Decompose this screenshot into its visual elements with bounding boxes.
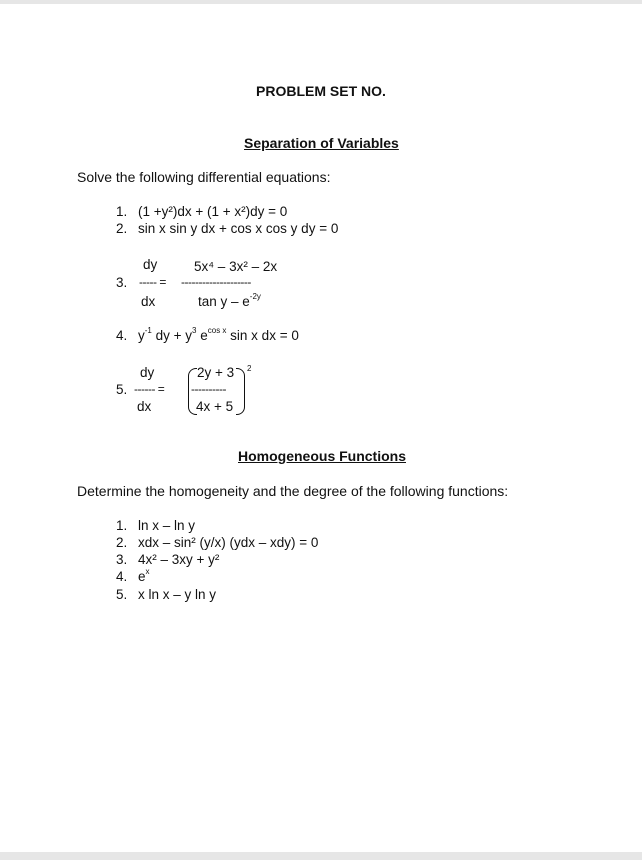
denominator-base: tan y – e	[198, 294, 250, 309]
section-heading-separation: Separation of Variables	[244, 135, 399, 151]
power-exponent: 2	[247, 364, 252, 373]
fraction-bar-right: ----------	[191, 382, 226, 396]
item-number: 5.	[116, 382, 128, 397]
fraction-bar-left: ----- =	[139, 275, 166, 289]
section-intro-separation: Solve the following differential equations:	[77, 169, 331, 185]
fraction-bar-right: --------------------	[181, 275, 251, 289]
fraction-bar-left: ------ =	[134, 382, 165, 396]
equation-part: sin x dx = 0	[226, 328, 299, 343]
fraction-denominator-dx: dx	[141, 294, 156, 309]
list-item	[116, 204, 287, 219]
equation-part: dy + y	[151, 328, 193, 343]
item-number: 3.	[116, 275, 128, 290]
fraction-denominator-rhs: 4x + 5	[196, 399, 234, 414]
section-heading-homogeneous: Homogeneous Functions	[238, 448, 406, 464]
item-number: 1.	[116, 518, 128, 533]
exponent: x	[145, 567, 150, 576]
item-number: 3.	[116, 552, 128, 567]
equation-part: y	[138, 328, 145, 343]
equation-text: sin x sin y dx + cos x cos y dy = 0	[138, 221, 339, 236]
exponent: -1	[144, 326, 152, 335]
exponent: cos x	[207, 326, 227, 335]
item-number: 5.	[116, 587, 128, 602]
list-item	[116, 328, 299, 343]
item-number: 2.	[116, 535, 128, 550]
fraction-numerator-dy: dy	[143, 257, 158, 272]
list-item	[116, 221, 338, 236]
section-intro-homogeneous: Determine the homogeneity and the degree of the following functions:	[77, 483, 509, 499]
expression-text: x ln x – y ln y	[138, 587, 217, 602]
expression-text: ln x – ln y	[138, 518, 196, 533]
list-item	[116, 535, 318, 550]
document-title: PROBLEM SET NO.	[256, 83, 386, 99]
document-page	[0, 4, 642, 852]
fraction-numerator-rhs: 5x⁴ – 3x² – 2x	[194, 259, 278, 274]
denominator-exponent: -2y	[249, 292, 261, 301]
right-parenthesis	[236, 368, 245, 415]
exponent: 3	[192, 326, 197, 335]
list-item	[116, 587, 216, 602]
list-item	[116, 552, 219, 567]
item-number: 4.	[116, 569, 128, 584]
item-number: 1.	[116, 204, 128, 219]
fraction-denominator-dx: dx	[137, 399, 152, 414]
list-item	[116, 518, 195, 533]
item-number: 4.	[116, 328, 128, 343]
fraction-numerator-dy: dy	[140, 365, 155, 380]
fraction-denominator-rhs	[198, 294, 261, 309]
fraction-numerator-rhs: 2y + 3	[197, 365, 235, 380]
expression-base: e	[138, 569, 146, 584]
expression-text: xdx – sin² (y/x) (ydx – xdy) = 0	[138, 535, 319, 550]
equation-part: e	[196, 328, 208, 343]
equation-text: (1 +y²)dx + (1 + x²)dy = 0	[138, 204, 288, 219]
expression-text: 4x² – 3xy + y²	[138, 552, 220, 567]
item-number: 2.	[116, 221, 128, 236]
list-item	[116, 569, 150, 584]
